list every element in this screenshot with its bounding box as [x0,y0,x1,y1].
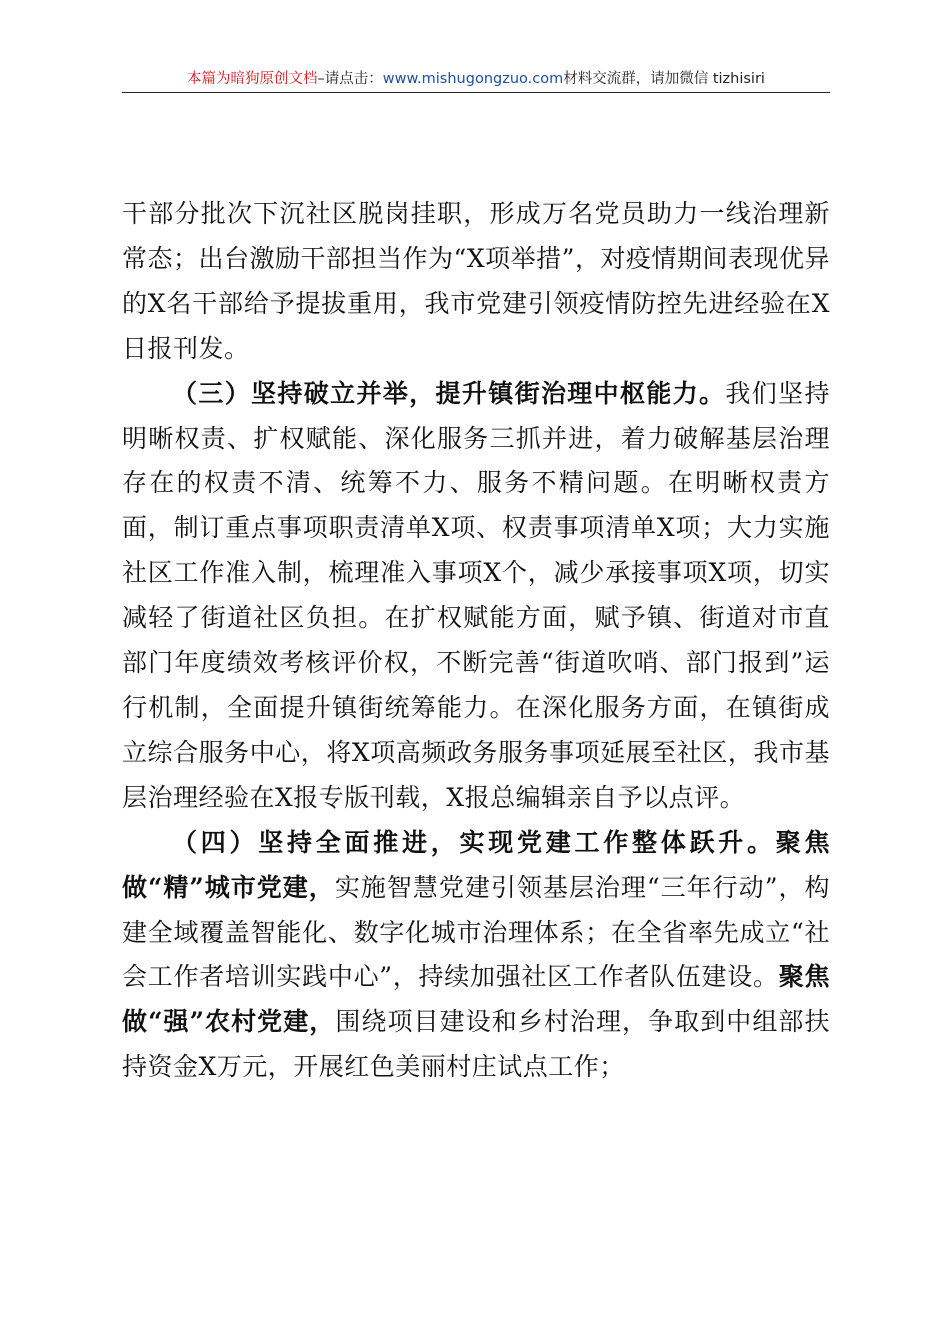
paragraph-3 [122,821,830,1090]
header-wechat-notice: 材料交流群，请加微信 tizhisiri [563,71,765,87]
document-body [122,192,830,1090]
paragraph-2-body: 我们坚持明晰权责、扩权赋能、深化服务三抓并进，着力破解基层治理存在的权责不清、统筹不力、服务不精问题。在明晰权责方面，制订重点事项职责清单X项、权责事项清单X项；大力实施社区工作准入制，梳理准入事项X个，减少承接事项X项，切实减轻了街道社区负担。在扩权赋能方面，赋予镇、街道对市直部门年度绩效考核评价权，不断完善“街道吹哨、部门报到”运行机制，全面提升镇街统筹能力。在深化服务方面，在镇街成立综合服务中心，将X项高频政务服务事项延展至社区，我市基层治理经验在X报专版刊载，X报总编辑亲自予以点评。 [122,378,830,812]
paragraph-3-subheading-1: 聚焦做“精”城市党建， [122,827,830,902]
header-original-notice: 本篇为暗狗原创文档 [187,71,318,87]
paragraph-3-body-2: 围绕项目建设和乡村治理，争取到中组部扶持资金X万元，开展红色美丽村庄试点工作； [122,1007,830,1082]
paragraph-1: 干部分批次下沉社区脱岗挂职，形成万名党员助力一线治理新常态；出台激励干部担当作为“X项举措”，对疫情期间表现优异的X名干部给予提拔重用，我市党建引领疫情防控先进经验在X日报刊发。 [122,199,830,363]
paragraph-3-heading: （四）坚持全面推进，实现党建工作整体跃升。 [172,827,776,857]
paragraph-2-heading: （三）坚持破立并举，提升镇街治理中枢能力。 [172,378,726,408]
paragraph-3-subheading-2: 聚焦做“强”农村党建， [122,962,830,1037]
header-click-prompt: –请点击： [317,71,383,87]
page-header [122,66,830,93]
paragraph-2 [122,372,830,821]
header-website-link[interactable]: www.mishugongzuo.com [382,71,564,87]
paragraph-3-body-1: 实施智慧党建引领基层治理“三年行动”，构建全域覆盖智能化、数字化城市治理体系；在全省率先成立“社会工作者培训实践中心”，持续加强社区工作者队伍建设。 [122,872,830,992]
